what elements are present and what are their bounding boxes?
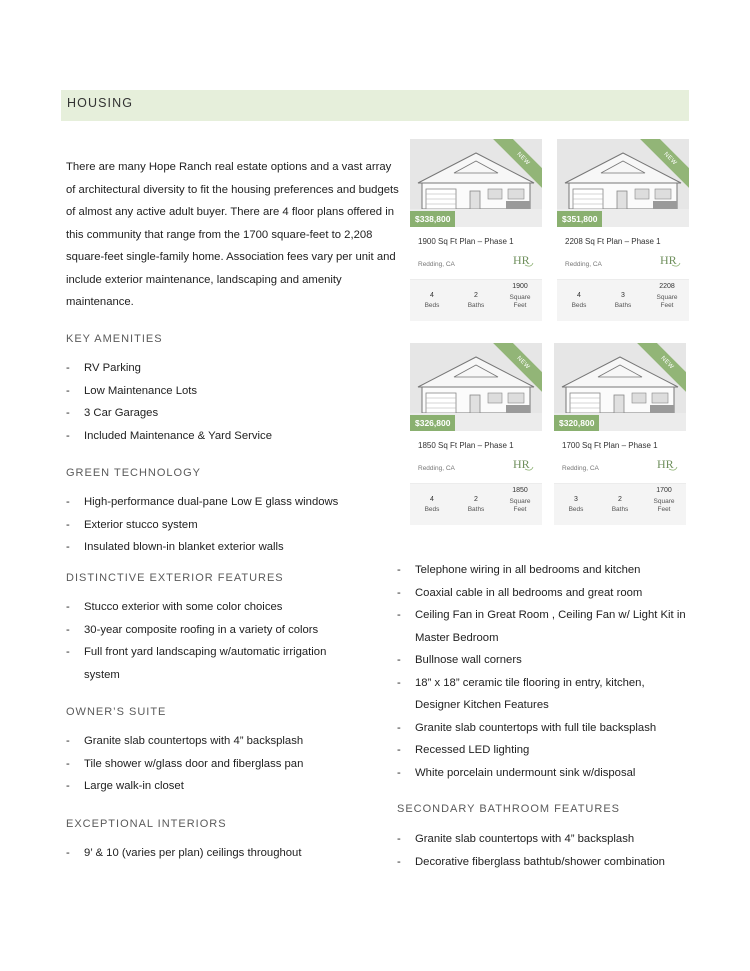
- listing-card[interactable]: [554, 343, 686, 525]
- green-technology-list: [66, 491, 396, 559]
- sqft-label: Square: [509, 498, 531, 505]
- sqft-stat: [642, 484, 686, 525]
- plan-name[interactable]: 1700 Sq Ft Plan – Phase 1: [562, 441, 658, 450]
- hr-logo-icon: [512, 251, 534, 269]
- listing-price: $351,800: [557, 211, 602, 227]
- listing-price: $338,800: [410, 211, 455, 227]
- new-badge: NEW: [488, 139, 542, 194]
- baths-label: Baths: [611, 506, 629, 513]
- beds-stat: [410, 484, 454, 525]
- listing-card[interactable]: [410, 343, 542, 525]
- sqft-label: Feet: [513, 506, 527, 513]
- section-header-band: [61, 90, 689, 121]
- sqft-label: Square: [653, 498, 675, 505]
- hr-logo-icon: [656, 455, 678, 473]
- list-item: - Granite slab countertops with 4” backsplash: [66, 730, 396, 753]
- secondary-bathroom-list: [397, 828, 697, 873]
- listing-stats: [557, 279, 689, 321]
- listing-card[interactable]: [557, 139, 689, 321]
- baths-stat: [601, 280, 645, 321]
- baths-label: Baths: [614, 302, 632, 309]
- sqft-stat: [498, 280, 542, 321]
- beds-label: Beds: [424, 302, 440, 309]
- beds-label: Beds: [424, 506, 440, 513]
- hr-logo-text: HR: [657, 457, 674, 471]
- interiors-continued-list: [397, 559, 687, 784]
- sqft-value: 1700: [656, 487, 672, 494]
- sqft-label: Feet: [513, 302, 527, 309]
- exterior-features-list: [66, 596, 341, 686]
- beds-stat: [557, 280, 601, 321]
- list-item: - RV Parking: [66, 357, 396, 380]
- listing-city: Redding, CA: [418, 261, 455, 268]
- list-item: - Low Maintenance Lots: [66, 380, 396, 403]
- list-item: - Granite slab countertops with 4” backsplash: [397, 828, 697, 851]
- sqft-label: Square: [656, 294, 678, 301]
- list-item: - High-performance dual-pane Low E glass windows: [66, 491, 396, 514]
- list-item: - Bullnose wall corners: [397, 649, 687, 672]
- hr-logo-text: HR: [513, 253, 530, 267]
- list-item: - Full front yard landscaping w/automatic irrigation system: [66, 641, 341, 686]
- hr-logo-icon: [512, 455, 534, 473]
- list-item: - Telephone wiring in all bedrooms and kitchen: [397, 559, 687, 582]
- key-amenities-list: [66, 357, 396, 447]
- page-title: HOUSING: [67, 96, 134, 110]
- listing-photo[interactable]: [557, 139, 689, 227]
- sqft-stat: [498, 484, 542, 525]
- list-item: - Large walk-in closet: [66, 775, 396, 798]
- key-amenities-heading: KEY AMENITIES: [66, 333, 163, 345]
- listing-photo[interactable]: [410, 343, 542, 431]
- new-badge: NEW: [488, 343, 542, 398]
- list-item: - Tile shower w/glass door and fiberglass pan: [66, 753, 396, 776]
- baths-stat: [454, 280, 498, 321]
- listing-stats: [410, 483, 542, 525]
- beds-label: Beds: [571, 302, 587, 309]
- sqft-value: 1850: [512, 487, 528, 494]
- list-item: - 3 Car Garages: [66, 402, 396, 425]
- sqft-value: 2208: [659, 283, 675, 290]
- beds-value: 3: [574, 496, 578, 503]
- exceptional-interiors-list: [66, 842, 396, 865]
- new-badge: NEW: [632, 343, 686, 398]
- baths-label: Baths: [467, 506, 485, 513]
- baths-stat: [454, 484, 498, 525]
- listing-stats: [410, 279, 542, 321]
- new-badge: NEW: [635, 139, 689, 194]
- listing-photo[interactable]: [554, 343, 686, 431]
- sqft-value: 1900: [512, 283, 528, 290]
- exterior-features-heading: DISTINCTIVE EXTERIOR FEATURES: [66, 572, 284, 584]
- plan-name[interactable]: 1850 Sq Ft Plan – Phase 1: [418, 441, 514, 450]
- list-item: - Exterior stucco system: [66, 514, 396, 537]
- listing-stats: [554, 483, 686, 525]
- list-item: - Stucco exterior with some color choices: [66, 596, 341, 619]
- owners-suite-heading: OWNER’S SUITE: [66, 706, 167, 718]
- beds-value: 4: [577, 292, 581, 299]
- plan-name[interactable]: 1900 Sq Ft Plan – Phase 1: [418, 237, 514, 246]
- listing-city: Redding, CA: [418, 465, 455, 472]
- owners-suite-list: [66, 730, 396, 798]
- listing-price: $326,800: [410, 415, 455, 431]
- baths-value: 3: [621, 292, 625, 299]
- list-item: - Recessed LED lighting: [397, 739, 687, 762]
- beds-label: Beds: [568, 506, 584, 513]
- sqft-label: Square: [509, 294, 531, 301]
- list-item: - Included Maintenance & Yard Service: [66, 425, 396, 448]
- beds-stat: [410, 280, 454, 321]
- baths-value: 2: [474, 496, 478, 503]
- beds-value: 4: [430, 292, 434, 299]
- intro-paragraph: There are many Hope Ranch real estate options and a vast array of architectural diversity to fit the housing preferences and budgets of almost any active adult buyer. There are 4 floor plans offered in this community that range from the 1700 square-feet to 2,208 square-feet single-family home. Association fees vary per unit and include exterior maintenance, landscaping and amenity maintenance.: [66, 161, 399, 308]
- hr-logo-icon: [659, 251, 681, 269]
- baths-value: 2: [474, 292, 478, 299]
- list-item: - Granite slab countertops with full tile backsplash: [397, 717, 687, 740]
- baths-value: 2: [618, 496, 622, 503]
- list-item: - 18” x 18” ceramic tile flooring in entry, kitchen, Designer Kitchen Features: [397, 672, 687, 717]
- list-item: - Insulated blown-in blanket exterior walls: [66, 536, 396, 559]
- sqft-label: Feet: [657, 506, 671, 513]
- list-item: - Coaxial cable in all bedrooms and great room: [397, 582, 687, 605]
- beds-stat: [554, 484, 598, 525]
- baths-label: Baths: [467, 302, 485, 309]
- listing-price: $320,800: [554, 415, 599, 431]
- list-item: - Ceiling Fan in Great Room , Ceiling Fan w/ Light Kit in Master Bedroom: [397, 604, 687, 649]
- baths-stat: [598, 484, 642, 525]
- list-item: - White porcelain undermount sink w/disposal: [397, 762, 687, 785]
- exceptional-interiors-heading: EXCEPTIONAL INTERIORS: [66, 818, 227, 830]
- listing-card[interactable]: [410, 139, 542, 321]
- plan-name[interactable]: 2208 Sq Ft Plan – Phase 1: [565, 237, 661, 246]
- secondary-bathroom-heading: SECONDARY BATHROOM FEATURES: [397, 803, 620, 815]
- green-technology-heading: GREEN TECHNOLOGY: [66, 467, 201, 479]
- beds-value: 4: [430, 496, 434, 503]
- listing-city: Redding, CA: [562, 465, 599, 472]
- list-item: - Decorative fiberglass bathtub/shower combination: [397, 851, 697, 874]
- list-item: - 30-year composite roofing in a variety of colors: [66, 619, 341, 642]
- listing-photo[interactable]: [410, 139, 542, 227]
- sqft-label: Feet: [660, 302, 674, 309]
- hr-logo-text: HR: [513, 457, 530, 471]
- hr-logo-text: HR: [660, 253, 677, 267]
- list-item: - 9’ & 10 (varies per plan) ceilings throughout: [66, 842, 396, 865]
- sqft-stat: [645, 280, 689, 321]
- listing-city: Redding, CA: [565, 261, 602, 268]
